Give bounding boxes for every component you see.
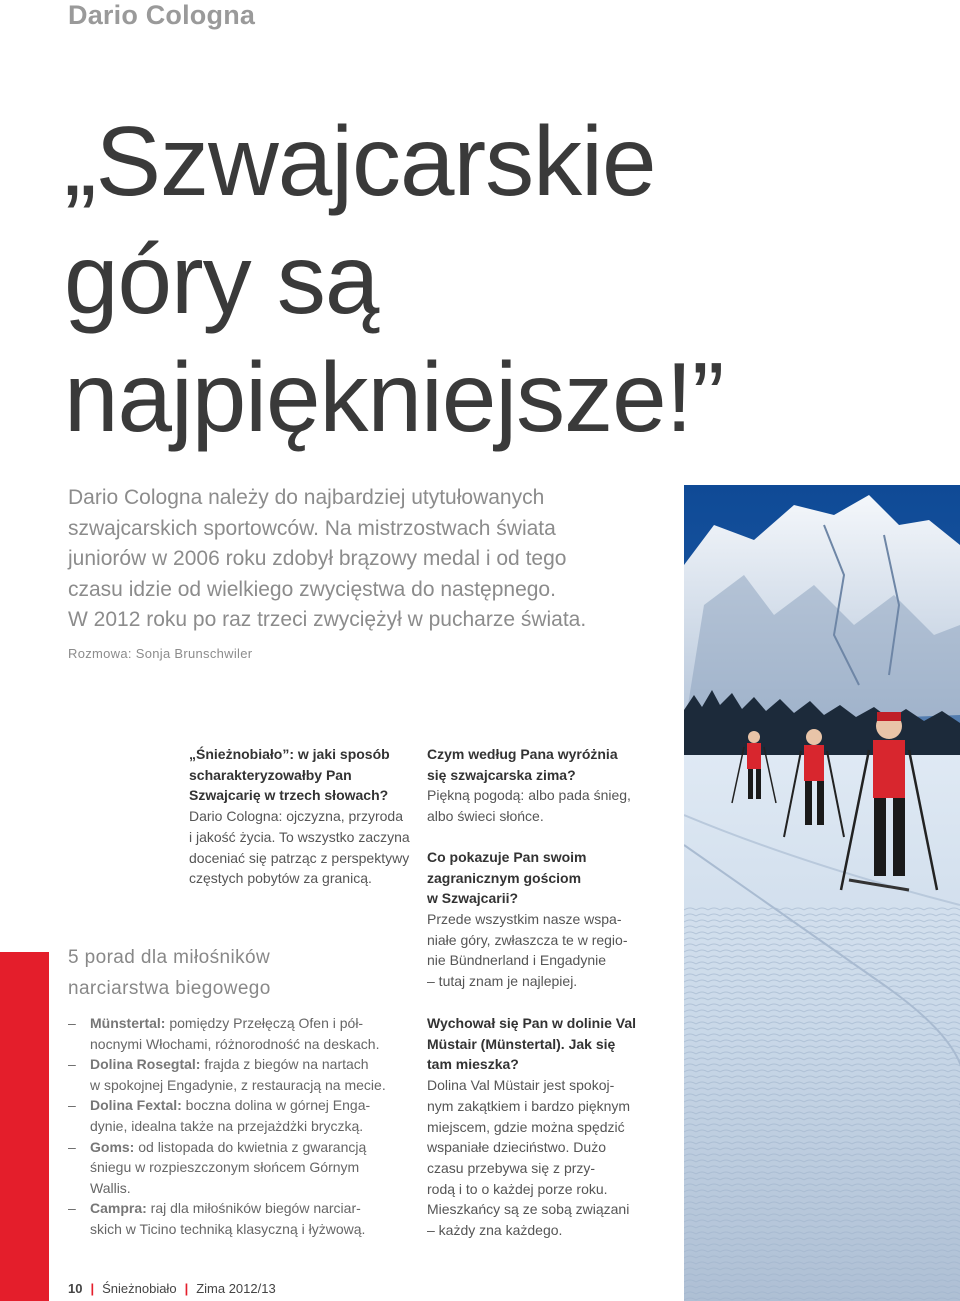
magazine-name: Śnieżnobiało [102, 1281, 177, 1296]
interview-answer: Dolina Val Müstair jest spokoj- nym zakątkiem i bardzo pięknym miejscem, gdzie można spędzić wspaniałe dzieciństwo. Dużo czasu przebywa się z przy- rodą i to o każdej porze roku. Mieszkańcy są ze sobą związani – każdy zna każdego. [427, 1077, 631, 1239]
footer-separator: | [90, 1281, 95, 1296]
lead-line: Dario Cologna należy do najbardziej utytułowanych [68, 486, 545, 509]
headline-line: góry są [64, 224, 379, 334]
interview-column-2 [427, 744, 667, 992]
lead-line: juniorów w 2006 roku zdobył brązowy medal i od tego [68, 547, 567, 570]
page-footer [68, 1281, 276, 1296]
headline-line: najpiękniejsze!” [64, 342, 724, 452]
tips-list [68, 1013, 398, 1240]
interview-question: Co pokazuje Pan swoim zagranicznym gościom w Szwajcarii? [427, 848, 587, 907]
list-item: – Dolina Rosegtal: frajda z biegów na nartach w spokojnej Engadynie, z restauracją na mecie. [68, 1056, 386, 1093]
accent-bar [0, 952, 49, 1301]
interview-question: Czym według Pana wyróżnia się szwajcarska zima? [427, 746, 618, 783]
interview-answer: Piękną pogodą: albo pada śnieg, albo świeci słońce. [427, 787, 631, 825]
list-item: – Campra: raj dla miłośników biegów narciar- skich w Ticino techniką klasyczną i łyżwową. [68, 1200, 366, 1237]
interview-answer: Przede wszystkim nasze wspa- niałe góry, zwłaszcza te w regio- nie Bündnerland i Engadynie – tutaj znam je najlepiej. [427, 910, 628, 990]
footer-separator: | [184, 1281, 189, 1296]
page-number: 10 [68, 1281, 83, 1296]
tips-title: 5 porad dla miłośników narciarstwa biegowego [68, 947, 271, 999]
byline: Rozmowa: Sonja Brunschwiler [68, 646, 253, 661]
skiers-photo [684, 485, 960, 1301]
lead-line: czasu idzie od wielkiego zwycięstwa do następnego. [68, 577, 556, 601]
section-name: Dario Cologna [68, 0, 256, 30]
interview-column-3 [427, 1013, 667, 1241]
list-item: – Dolina Fextal: boczna dolina w górnej Enga- dynie, idealna także na przejażdżki bryczką. [68, 1097, 371, 1134]
lead-paragraph [68, 483, 628, 636]
interview-answer: Dario Cologna: ojczyzna, przyroda i jakość życia. To wszystko zaczyna doceniać się patrząc z perspektywy częstych pobytów za granicą. [189, 808, 410, 887]
list-item: – Münstertal: pomiędzy Przełęczą Ofen i pół- nocnymi Włochami, różnorodność na deskach. [68, 1015, 380, 1052]
interview-question: „Śnieżnobiało”: w jaki sposób scharakteryzowałby Pan Szwajcarię w trzech słowach? [189, 746, 390, 804]
lead-line: W 2012 roku po raz trzeci zwyciężył w pucharze świata. [68, 608, 587, 631]
headline [64, 102, 724, 456]
interview-column-1 [189, 744, 419, 889]
issue-label: Zima 2012/13 [196, 1281, 276, 1296]
interview-question: Wychował się Pan w dolinie Val Müstair (Münstertal). Jak się tam mieszka? [427, 1015, 637, 1073]
headline-line: „Szwajcarskie [64, 106, 656, 216]
list-item: – Goms: od listopada do kwietnia z gwarancją śniegu w rozpieszczonym słońcem Górnym Wallis. [68, 1138, 367, 1196]
lead-line: szwajcarskich sportowców. Na mistrzostwach świata [68, 516, 556, 540]
